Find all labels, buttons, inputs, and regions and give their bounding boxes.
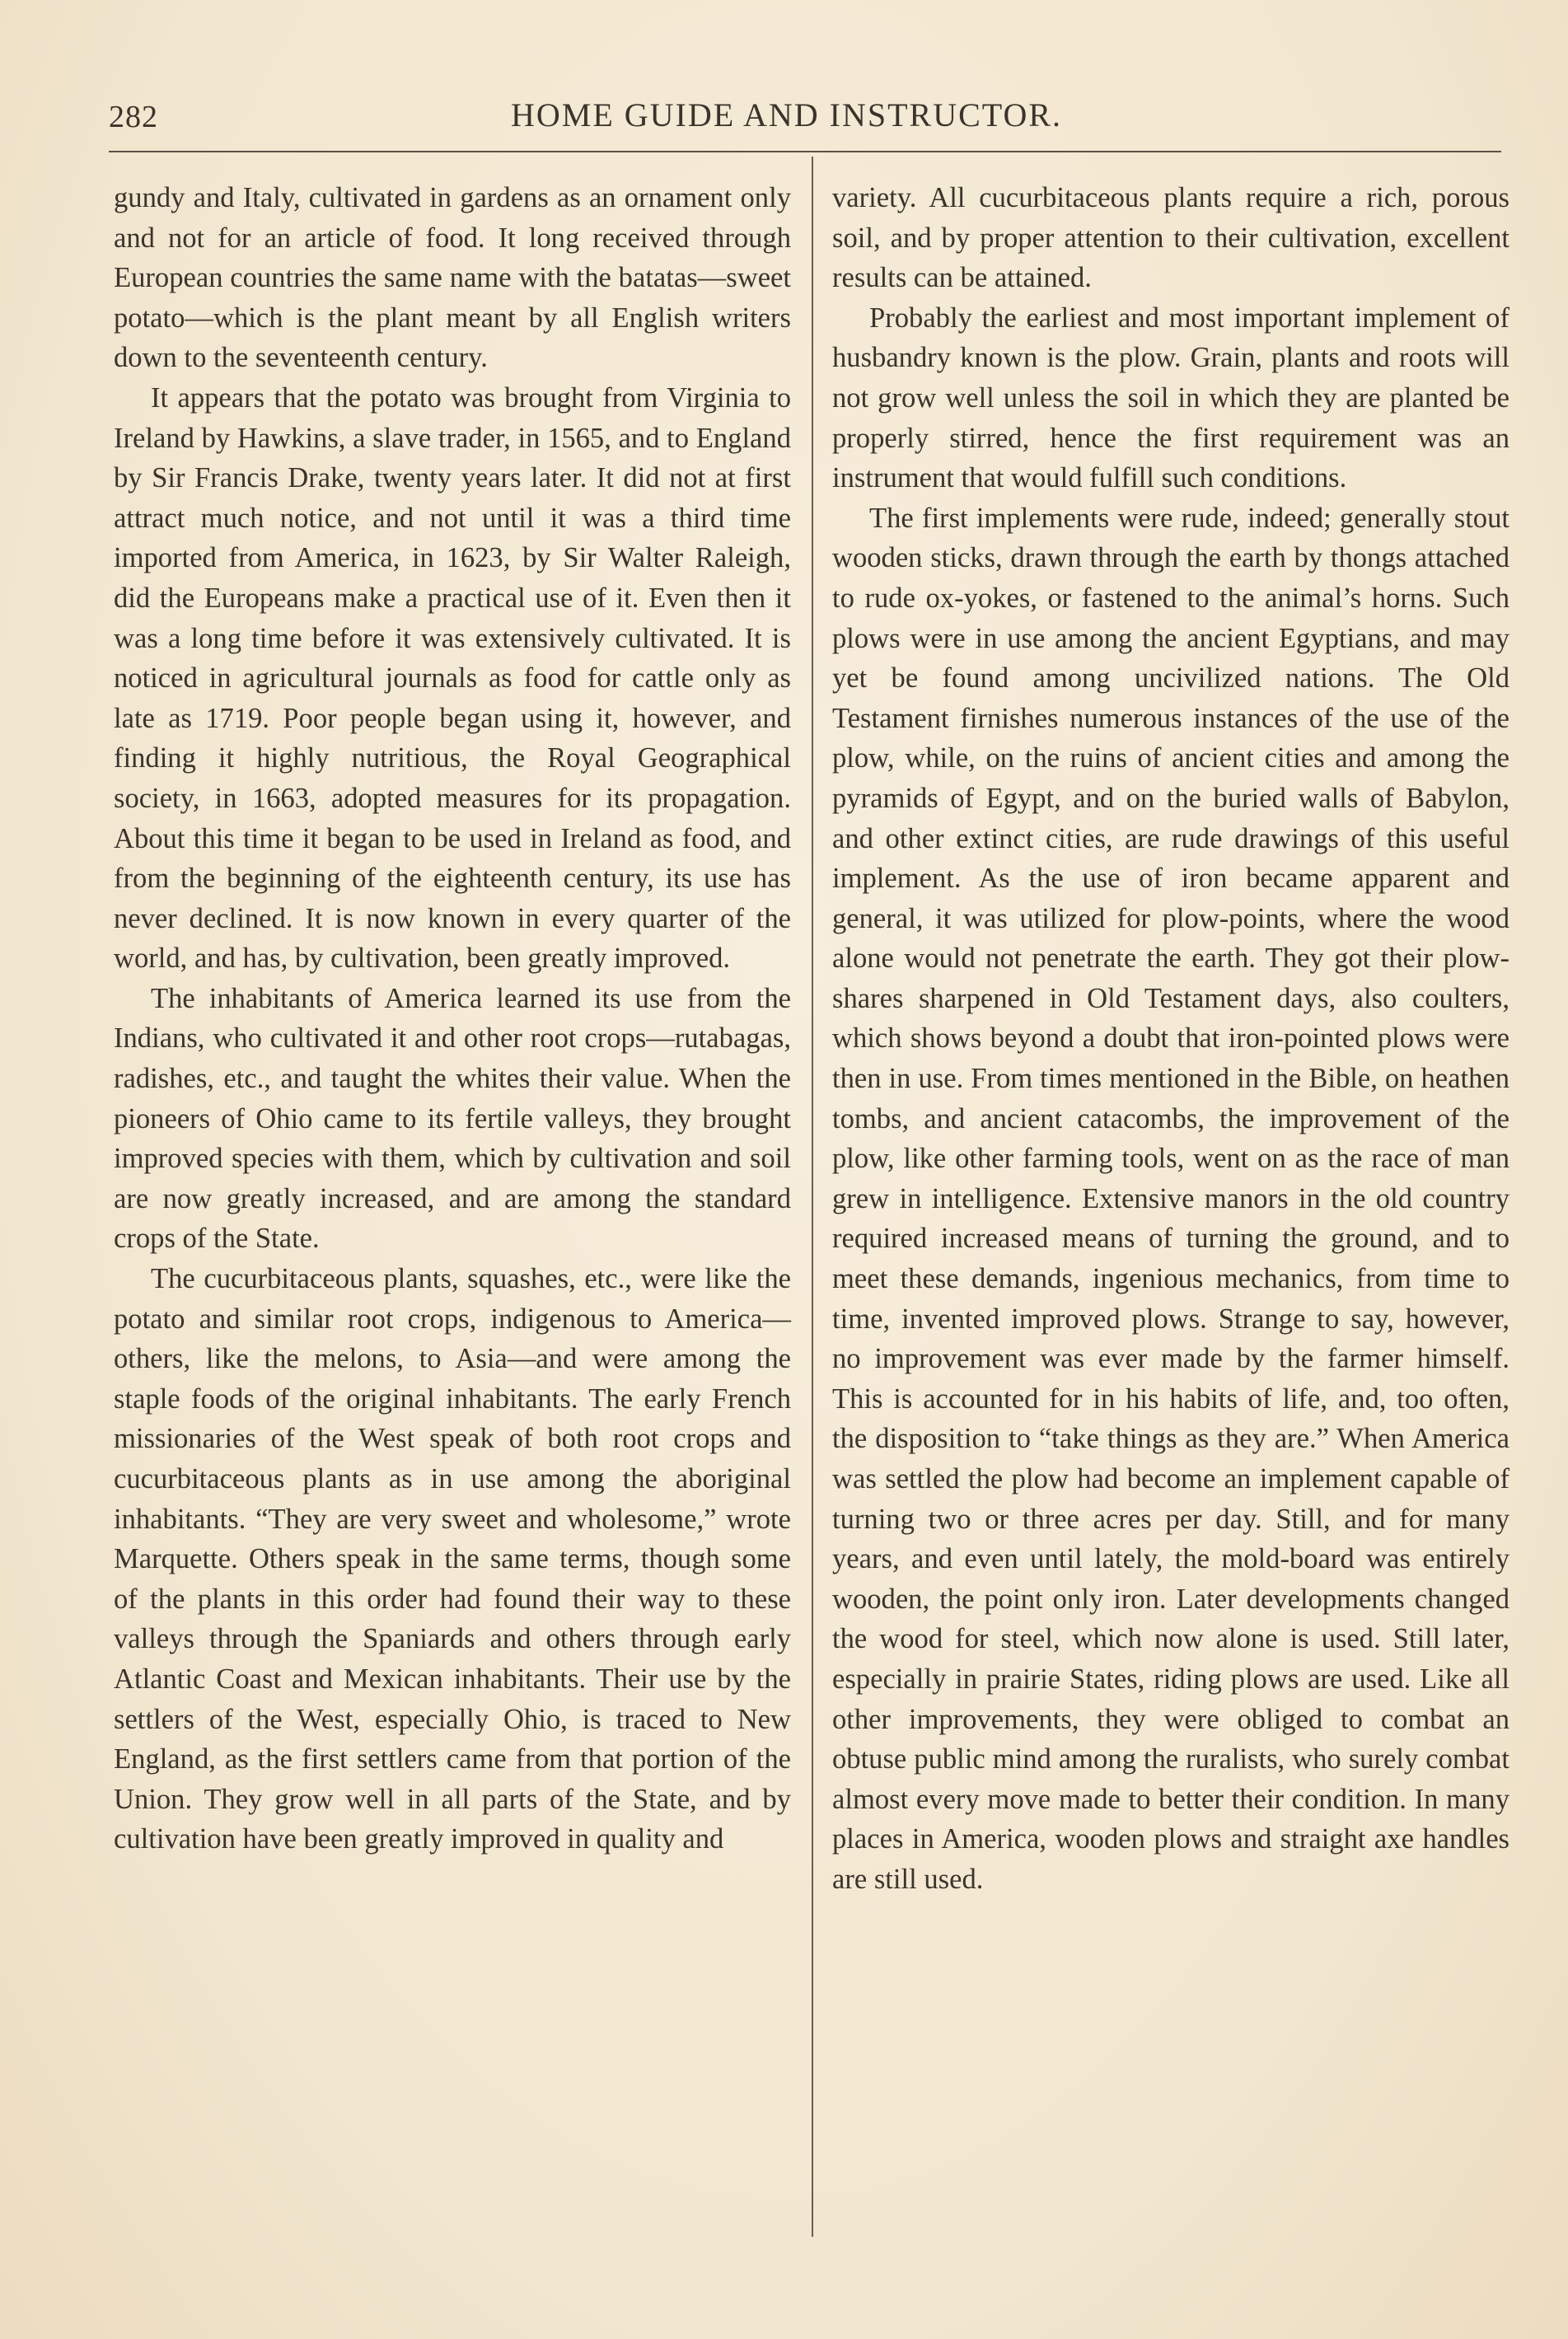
header-rule — [109, 151, 1501, 152]
right-column — [832, 178, 1509, 1900]
paragraph: Probably the earliest and most important implement of husbandry known is the plow. Grain, plants and roots will not grow well unless the soil in which they are planted be properly stirred, hence the first requirement was an instrument that would fulfill such conditions. — [832, 302, 1509, 494]
paragraph: gundy and Italy, cultivated in gardens as an ornament only and not for an article of food. It long received through European countries the same name with the batatas—sweet potato—which is the plant meant by all English writers down to the seventeenth century. — [114, 182, 791, 374]
paragraph: The first implements were rude, indeed; generally stout wooden sticks, drawn through the earth by thongs attached to rude ox-yokes, or fastened to the animal’s horns. Such plows were in use among the ancient Egyptians, and may yet be found among uncivilized nations. The Old Testament firnishes numerous instances of the use of the plow, while, on the ruins of ancient cities and among the pyramids of Egypt, and on the buried walls of Babylon, and other extinct cities, are rude drawings of this useful implement. As the use of iron became apparent and general, it was utilized for plow-points, where the wood alone would not penetrate the earth. They got their plow-shares sharpened in Old Testament days, also coulters, which shows beyond a doubt that iron-pointed plows were then in use. From times mentioned in the Bible, on heathen tombs, and ancient catacombs, the improvement of the plow, like other farming tools, went on as the race of man grew in intelligence. Extensive manors in the old country required increased means of turning the ground, and to meet these demands, ingenious mechanics, from time to time, invented improved plows. Strange to say, however, no improvement was ever made by the farmer himself. This is accounted for in his habits of life, and, too often, the disposition to “take things as they are.” When America was settled the plow had become an implement capable of turning two or three acres per day. Still, and for many years, and even until lately, the mold-board was entirely wooden, the point only iron. Later developments changed the wood for steel, which now alone is used. Still later, especially in prairie States, riding plows are used. Like all other improvements, they were obliged to combat an obtuse public mind among the ruralists, who surely combat almost every move made to better their condition. In many places in America, wooden plows and straight axe handles are still used. — [832, 502, 1509, 1895]
paragraph: variety. All cucurbitaceous plants require a rich, porous soil, and by proper attention to their cultivation, excellent results can be attained. — [832, 182, 1509, 294]
column-divider — [812, 157, 813, 2237]
paragraph: The inhabitants of America learned its use from the Indians, who cultivated it and other root crops—rutabagas, radishes, etc., and taught the whites their value. When the pioneers of Ohio came to its fertile valleys, they brought improved species with them, which by cultivation and soil are now greatly increased, and are among the standard crops of the State. — [114, 982, 791, 1255]
page-number: 282 — [109, 100, 158, 134]
running-head: HOME GUIDE AND INSTRUCTOR. — [511, 96, 1063, 133]
paragraph: It appears that the potato was brought from Virginia to Ireland by Hawkins, a slave trader, in 1565, and to England by Sir Francis Drake, twenty years later. It did not at first attract much notice, and not until it was a third time imported from America, in 1623, by Sir Walter Raleigh, did the Europeans make a practical use of it. Even then it was a long time before it was extensively cultivated. It is noticed in agricultural journals as food for cattle only as late as 1719. Poor people began using it, however, and finding it highly nutritious, the Royal Geographical society, in 1663, adopted measures for its propagation. About this time it began to be used in Ireland as food, and from the beginning of the eighteenth century, its use has never declined. It is now known in every quarter of the world, and has, by cultivation, been greatly improved. — [114, 381, 791, 975]
paragraph: The cucurbitaceous plants, squashes, etc., were like the potato and similar root crops, indigenous to America—others, like the melons, to Asia—and were among the staple foods of the original inhabitants. The early French missionaries of the West speak of both root crops and cucurbitaceous plants as in use among the aboriginal inhabitants. “They are very sweet and wholesome,” wrote Marquette. Others speak in the same terms, though some of the plants in this order had found their way to these valleys through the Spaniards and others through early Atlantic Coast and Mexican inhabitants. Their use by the settlers of the West, especially Ohio, is traced to New England, as the first settlers came from that portion of the Union. They grow well in all parts of the State, and by cultivation have been greatly improved in quality and — [114, 1263, 791, 1855]
page-header — [109, 89, 1501, 138]
left-column — [114, 178, 791, 1860]
